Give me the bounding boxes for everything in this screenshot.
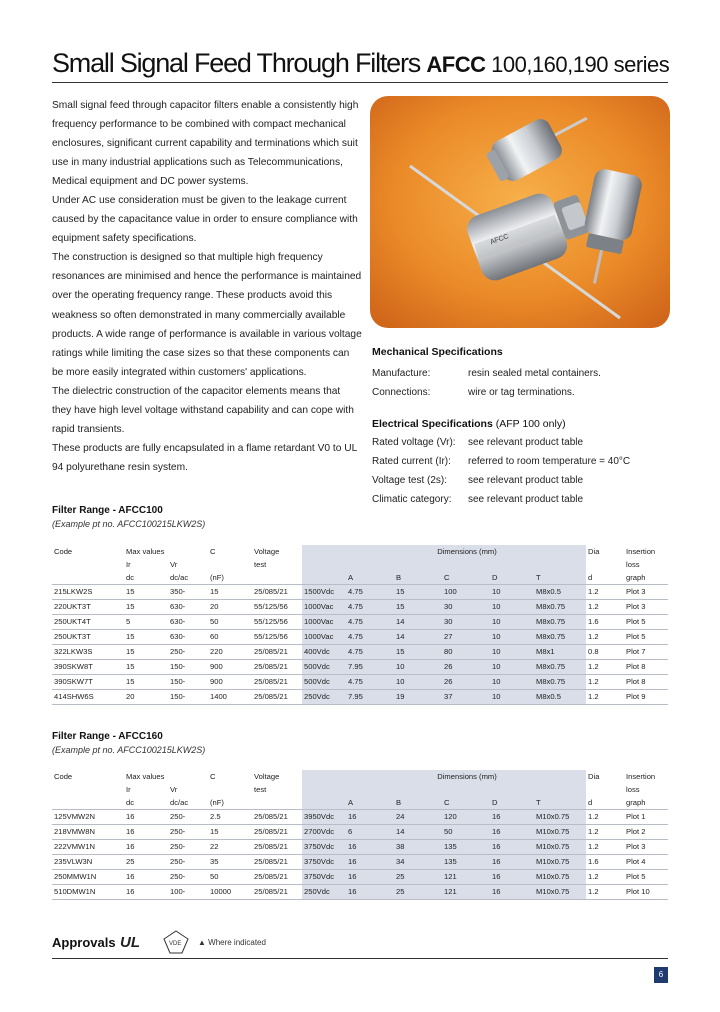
table-cell: 7.95 bbox=[346, 660, 394, 675]
table-cell: 16 bbox=[490, 885, 534, 900]
spec-row bbox=[372, 383, 575, 402]
table-cell: 15 bbox=[394, 645, 442, 660]
table-cell: 15 bbox=[124, 585, 168, 600]
table-cell: 60 bbox=[208, 630, 252, 645]
table-cell: 1.2 bbox=[586, 600, 624, 615]
table-cell: 25/085/21 bbox=[252, 810, 302, 825]
spec-label: Rated voltage (Vr): bbox=[372, 437, 456, 448]
table-row bbox=[52, 630, 668, 645]
th-c: C bbox=[210, 547, 216, 556]
table-cell: 4.75 bbox=[346, 675, 394, 690]
table-cell: 235VLW3N bbox=[52, 855, 124, 870]
table-cell: Plot 2 bbox=[624, 825, 668, 840]
table-cell: 400Vdc bbox=[302, 645, 346, 660]
table-cell: 2.5 bbox=[208, 810, 252, 825]
table-cell: 414SHW6S bbox=[52, 690, 124, 705]
mechanical-specs bbox=[372, 346, 601, 402]
page-title bbox=[52, 48, 692, 79]
table-cell: 16 bbox=[124, 825, 168, 840]
spec-row bbox=[372, 452, 631, 471]
th-voltage: Voltage bbox=[254, 547, 280, 556]
th-b: B bbox=[394, 796, 442, 810]
table-cell: M8x0.75 bbox=[534, 615, 586, 630]
table-cell: 55/125/56 bbox=[252, 600, 302, 615]
table-cell: 121 bbox=[442, 870, 490, 885]
table-cell: Plot 10 bbox=[624, 885, 668, 900]
th-test: test bbox=[254, 560, 267, 569]
th-loss: loss bbox=[626, 785, 640, 794]
vde-icon-text: VDE bbox=[169, 941, 182, 947]
table-cell: 150- bbox=[168, 675, 208, 690]
table-cell: 50 bbox=[442, 825, 490, 840]
table-cell: 35 bbox=[208, 855, 252, 870]
afcc100-body bbox=[52, 545, 668, 705]
th-dia: Dia bbox=[588, 772, 600, 781]
table-cell: 1000Vac bbox=[302, 630, 346, 645]
table-cell: 390SKW7T bbox=[52, 675, 124, 690]
table-cell: 250UKT4T bbox=[52, 615, 124, 630]
spec-row bbox=[372, 490, 584, 509]
table-cell: 630- bbox=[168, 615, 208, 630]
spec-value: resin sealed metal containers. bbox=[468, 368, 601, 379]
th-graph: graph bbox=[626, 573, 646, 582]
table-cell: 2700Vdc bbox=[302, 825, 346, 840]
table-cell: M8x0.5 bbox=[534, 690, 586, 705]
table-row bbox=[52, 825, 668, 840]
table-cell: Plot 8 bbox=[624, 675, 668, 690]
table-cell: 15 bbox=[208, 585, 252, 600]
table-cell: 3950Vdc bbox=[302, 810, 346, 825]
table-cell: 16 bbox=[490, 870, 534, 885]
th-nf: (nF) bbox=[210, 573, 224, 582]
table-cell: 6 bbox=[346, 825, 394, 840]
afcc160-title: Filter Range - AFCC160 bbox=[52, 731, 163, 742]
th-t: T bbox=[534, 796, 586, 810]
table-row bbox=[52, 855, 668, 870]
table-cell: 0.8 bbox=[586, 645, 624, 660]
table-cell: 120 bbox=[442, 810, 490, 825]
table-cell: 4.75 bbox=[346, 600, 394, 615]
th-dimensions: Dimensions (mm) bbox=[346, 545, 586, 558]
spec-label: Connections: bbox=[372, 387, 431, 398]
th-vr: Vr bbox=[170, 560, 178, 569]
spec-value: see relevant product table bbox=[468, 475, 584, 486]
table-cell: Plot 3 bbox=[624, 600, 668, 615]
product-photo-illustration bbox=[370, 96, 670, 328]
intro-paragraph: Small signal feed through capacitor filters enable a consistently high frequency performance to be combined with compact mechanical enclosures, significant current capability and terminations which suit use in many industrial applications such as Telecommunications, Medical equipment and DC power systems. bbox=[52, 100, 359, 188]
table-cell: 25/085/21 bbox=[252, 660, 302, 675]
th-cc: C bbox=[442, 571, 490, 585]
table-cell: 16 bbox=[124, 870, 168, 885]
table-cell: 25 bbox=[124, 855, 168, 870]
table-cell: 250- bbox=[168, 840, 208, 855]
product-photo bbox=[370, 96, 670, 328]
table-cell: 1.2 bbox=[586, 870, 624, 885]
table-cell: M8x0.75 bbox=[534, 630, 586, 645]
table-cell: 22 bbox=[208, 840, 252, 855]
table-cell: 25/085/21 bbox=[252, 855, 302, 870]
svg-text:AFCC: AFCC bbox=[489, 233, 510, 247]
table-cell: M10x0.75 bbox=[534, 810, 586, 825]
table-cell: Plot 3 bbox=[624, 585, 668, 600]
table-cell: 15 bbox=[124, 600, 168, 615]
title-series-code: AFCC bbox=[426, 52, 486, 77]
table-cell: 250UKT3T bbox=[52, 630, 124, 645]
th-loss: loss bbox=[626, 560, 640, 569]
th-dcac: dc/ac bbox=[170, 573, 189, 582]
table-cell: 4.75 bbox=[346, 630, 394, 645]
th-test: test bbox=[254, 785, 267, 794]
table-cell: 25/085/21 bbox=[252, 840, 302, 855]
table-cell: 7.95 bbox=[346, 690, 394, 705]
table-cell: 15 bbox=[394, 600, 442, 615]
table-cell: 350- bbox=[168, 585, 208, 600]
th-t: T bbox=[534, 571, 586, 585]
intro-paragraph: The construction is designed so that multiple high frequency resonances are minimised and hence the performance is maintained over the operating frequency range. These products avoid this weakness so often demonstrated in many commercially available products. A wide range of performance is available in various voltage ratings while limiting the case sizes so that these components can be more easily integrated within customers' applications. bbox=[52, 252, 362, 378]
table-cell: 34 bbox=[394, 855, 442, 870]
table-cell: M8x0.75 bbox=[534, 660, 586, 675]
table-cell: 1.2 bbox=[586, 840, 624, 855]
electrical-heading-text: Electrical Specifications bbox=[372, 418, 493, 430]
table-row bbox=[52, 675, 668, 690]
table-cell: M8x0.75 bbox=[534, 675, 586, 690]
table-cell: 100 bbox=[442, 585, 490, 600]
table-cell: 125VMW2N bbox=[52, 810, 124, 825]
electrical-specs bbox=[372, 418, 631, 509]
table-row bbox=[52, 615, 668, 630]
table-cell: Plot 8 bbox=[624, 660, 668, 675]
table-cell: 80 bbox=[442, 645, 490, 660]
spec-label: Rated current (Ir): bbox=[372, 456, 451, 467]
table-cell: M10x0.75 bbox=[534, 870, 586, 885]
table-cell: 25/085/21 bbox=[252, 885, 302, 900]
table-cell: 250- bbox=[168, 870, 208, 885]
afcc160-body bbox=[52, 770, 668, 900]
table-cell: 30 bbox=[442, 600, 490, 615]
table-cell: 15 bbox=[394, 585, 442, 600]
table-cell: 16 bbox=[490, 840, 534, 855]
table-cell: 250Vdc bbox=[302, 690, 346, 705]
table-cell: 16 bbox=[346, 840, 394, 855]
table-cell: 27 bbox=[442, 630, 490, 645]
th-dcac: dc/ac bbox=[170, 798, 189, 807]
spec-row bbox=[372, 433, 584, 452]
table-cell: 16 bbox=[490, 810, 534, 825]
table-row bbox=[52, 690, 668, 705]
table-cell: 1.2 bbox=[586, 885, 624, 900]
table-cell: 16 bbox=[346, 810, 394, 825]
table-cell: 38 bbox=[394, 840, 442, 855]
table-cell: 10 bbox=[490, 630, 534, 645]
table-cell: 24 bbox=[394, 810, 442, 825]
spec-label: Voltage test (2s): bbox=[372, 475, 448, 486]
table-cell: Plot 1 bbox=[624, 810, 668, 825]
table-cell: 19 bbox=[394, 690, 442, 705]
table-row bbox=[52, 660, 668, 675]
table-cell: 16 bbox=[124, 840, 168, 855]
table-cell: 220UKT3T bbox=[52, 600, 124, 615]
table-cell: M8x1 bbox=[534, 645, 586, 660]
table-cell: 322LKW3S bbox=[52, 645, 124, 660]
table-cell: 1500Vdc bbox=[302, 585, 346, 600]
table-cell: 37 bbox=[442, 690, 490, 705]
table-cell: 1.2 bbox=[586, 810, 624, 825]
th-ir: Ir bbox=[126, 785, 131, 794]
table-cell: 15 bbox=[124, 675, 168, 690]
table-cell: 50 bbox=[208, 870, 252, 885]
afcc100-example: (Example pt no. AFCC100215LKW2S) bbox=[52, 519, 206, 529]
ul-recognized-icon bbox=[118, 930, 144, 954]
table-cell: 900 bbox=[208, 675, 252, 690]
table-cell: 1400 bbox=[208, 690, 252, 705]
table-cell: 1000Vac bbox=[302, 615, 346, 630]
table-cell: 25 bbox=[394, 870, 442, 885]
spec-value: referred to room temperature = 40°C bbox=[468, 456, 631, 467]
vde-icon bbox=[160, 928, 192, 956]
table-cell: 16 bbox=[490, 825, 534, 840]
table-cell: 222VMW1N bbox=[52, 840, 124, 855]
th-b: B bbox=[394, 571, 442, 585]
th-code: Code bbox=[54, 547, 73, 556]
table-cell: 10 bbox=[490, 615, 534, 630]
th-code: Code bbox=[54, 772, 73, 781]
th-dc: dc bbox=[126, 798, 135, 807]
spec-value: see relevant product table bbox=[468, 494, 584, 505]
table-cell: 150- bbox=[168, 660, 208, 675]
table-cell: 121 bbox=[442, 885, 490, 900]
table-cell: 15 bbox=[124, 660, 168, 675]
table-cell: 250- bbox=[168, 825, 208, 840]
th-cc: C bbox=[442, 796, 490, 810]
th-d: D bbox=[490, 571, 534, 585]
table-cell: 135 bbox=[442, 840, 490, 855]
table-cell: M8x0.5 bbox=[534, 585, 586, 600]
table-cell: 10 bbox=[490, 600, 534, 615]
table-row bbox=[52, 840, 668, 855]
table-cell: 3750Vdc bbox=[302, 840, 346, 855]
table-cell: 250- bbox=[168, 645, 208, 660]
th-nf: (nF) bbox=[210, 798, 224, 807]
table-cell: 150- bbox=[168, 690, 208, 705]
table-cell: 25/085/21 bbox=[252, 645, 302, 660]
table-cell: M10x0.75 bbox=[534, 885, 586, 900]
th-a: A bbox=[346, 796, 394, 810]
afcc160-table bbox=[52, 770, 668, 900]
table-cell: 16 bbox=[346, 855, 394, 870]
table-cell: 10 bbox=[490, 585, 534, 600]
table-row bbox=[52, 645, 668, 660]
table-cell: 250MMW1N bbox=[52, 870, 124, 885]
table-cell: 25 bbox=[394, 885, 442, 900]
table-cell: 10 bbox=[394, 675, 442, 690]
intro-paragraph: These products are fully encapsulated in a flame retardant V0 to UL 94 polyurethane resin system. bbox=[52, 442, 357, 473]
table-cell: M10x0.75 bbox=[534, 825, 586, 840]
table-cell: 1.2 bbox=[586, 585, 624, 600]
title-series-numbers: 100,160,190 series bbox=[485, 52, 670, 77]
electrical-heading-note: (AFP 100 only) bbox=[492, 418, 566, 430]
approval-note: ▲ Where indicated bbox=[198, 938, 266, 947]
table-cell: 25/085/21 bbox=[252, 870, 302, 885]
intro-paragraph: Under AC use consideration must be given to the leakage current caused by the capacitance value in order to ensure compliance with equipment safety specifications. bbox=[52, 195, 358, 245]
table-cell: 15 bbox=[124, 630, 168, 645]
table-cell: 500Vdc bbox=[302, 675, 346, 690]
th-insertion: Insertion bbox=[626, 772, 656, 781]
table-cell: 10 bbox=[490, 645, 534, 660]
table-cell: 14 bbox=[394, 615, 442, 630]
table-cell: 100- bbox=[168, 885, 208, 900]
table-cell: 25/085/21 bbox=[252, 825, 302, 840]
table-cell: 3750Vdc bbox=[302, 855, 346, 870]
th-ir: Ir bbox=[126, 560, 131, 569]
title-rule bbox=[52, 82, 668, 83]
afcc100-title: Filter Range - AFCC100 bbox=[52, 505, 163, 516]
table-cell: 1.2 bbox=[586, 690, 624, 705]
spec-row bbox=[372, 364, 601, 383]
th-dsmall: d bbox=[588, 573, 593, 582]
table-cell: 390SKW8T bbox=[52, 660, 124, 675]
table-cell: 16 bbox=[346, 885, 394, 900]
table-cell: 1000Vac bbox=[302, 600, 346, 615]
th-max-values: Max values bbox=[126, 547, 165, 556]
table-cell: Plot 5 bbox=[624, 630, 668, 645]
th-vr: Vr bbox=[170, 785, 178, 794]
table-cell: 25/085/21 bbox=[252, 585, 302, 600]
table-cell: 25/085/21 bbox=[252, 690, 302, 705]
table-cell: 1.2 bbox=[586, 675, 624, 690]
th-dia: Dia bbox=[588, 547, 600, 556]
electrical-heading bbox=[372, 418, 566, 430]
spec-label: Climatic category: bbox=[372, 494, 452, 505]
th-dsmall: d bbox=[588, 798, 593, 807]
table-cell: 16 bbox=[346, 870, 394, 885]
table-cell: 55/125/56 bbox=[252, 630, 302, 645]
table-cell: 500Vdc bbox=[302, 660, 346, 675]
bottom-rule bbox=[52, 958, 668, 959]
page-number: 6 bbox=[654, 967, 668, 983]
table-cell: 215LKW2S bbox=[52, 585, 124, 600]
table-cell: 50 bbox=[208, 615, 252, 630]
table-cell: 5 bbox=[124, 615, 168, 630]
afcc160-example: (Example pt no. AFCC100215LKW2S) bbox=[52, 745, 206, 755]
table-row bbox=[52, 885, 668, 900]
table-cell: 20 bbox=[124, 690, 168, 705]
table-cell: Plot 4 bbox=[624, 855, 668, 870]
table-cell: M10x0.75 bbox=[534, 840, 586, 855]
th-voltage: Voltage bbox=[254, 772, 280, 781]
approvals-label: Approvals bbox=[52, 935, 116, 950]
table-cell: 30 bbox=[442, 615, 490, 630]
th-c: C bbox=[210, 772, 216, 781]
spec-value: see relevant product table bbox=[468, 437, 584, 448]
th-insertion: Insertion bbox=[626, 547, 656, 556]
table-cell: 1.6 bbox=[586, 855, 624, 870]
th-a: A bbox=[346, 571, 394, 585]
table-cell: 900 bbox=[208, 660, 252, 675]
table-cell: 220 bbox=[208, 645, 252, 660]
th-d: D bbox=[490, 796, 534, 810]
table-cell: 16 bbox=[124, 810, 168, 825]
table-cell: Plot 5 bbox=[624, 870, 668, 885]
table-cell: 3750Vdc bbox=[302, 870, 346, 885]
table-cell: 10 bbox=[490, 660, 534, 675]
table-cell: 15 bbox=[124, 645, 168, 660]
title-main: Small Signal Feed Through Filters bbox=[52, 48, 421, 78]
table-row bbox=[52, 600, 668, 615]
table-cell: Plot 7 bbox=[624, 645, 668, 660]
table-cell: 4.75 bbox=[346, 615, 394, 630]
table-cell: 10000 bbox=[208, 885, 252, 900]
table-cell: M8x0.75 bbox=[534, 600, 586, 615]
table-cell: 630- bbox=[168, 600, 208, 615]
table-row bbox=[52, 585, 668, 600]
spec-label: Manufacture: bbox=[372, 368, 431, 379]
table-cell: 510DMW1N bbox=[52, 885, 124, 900]
table-cell: 25/085/21 bbox=[252, 675, 302, 690]
spec-row bbox=[372, 471, 584, 490]
table-cell: Plot 3 bbox=[624, 840, 668, 855]
th-dc: dc bbox=[126, 573, 135, 582]
th-dimensions: Dimensions (mm) bbox=[346, 770, 586, 783]
table-cell: 250- bbox=[168, 810, 208, 825]
table-cell: 20 bbox=[208, 600, 252, 615]
table-cell: 630- bbox=[168, 630, 208, 645]
table-cell: 26 bbox=[442, 675, 490, 690]
table-cell: 10 bbox=[490, 690, 534, 705]
table-cell: M10x0.75 bbox=[534, 855, 586, 870]
table-cell: 16 bbox=[124, 885, 168, 900]
intro-paragraph: The dielectric construction of the capacitor elements means that they have high level voltage withstand capability and can cope with rapid transients. bbox=[52, 385, 354, 435]
th-max-values: Max values bbox=[126, 772, 165, 781]
th-graph: graph bbox=[626, 798, 646, 807]
table-cell: 4.75 bbox=[346, 645, 394, 660]
table-cell: 14 bbox=[394, 825, 442, 840]
table-cell: 4.75 bbox=[346, 585, 394, 600]
ul-icon-text: UL bbox=[120, 934, 140, 951]
afcc100-table bbox=[52, 545, 668, 705]
table-cell: 135 bbox=[442, 855, 490, 870]
table-cell: 1.2 bbox=[586, 825, 624, 840]
table-cell: 218VMW8N bbox=[52, 825, 124, 840]
table-cell: Plot 9 bbox=[624, 690, 668, 705]
table-row bbox=[52, 870, 668, 885]
table-cell: 26 bbox=[442, 660, 490, 675]
table-cell: 16 bbox=[490, 855, 534, 870]
table-cell: 250Vdc bbox=[302, 885, 346, 900]
table-cell: 1.2 bbox=[586, 630, 624, 645]
table-cell: 10 bbox=[394, 660, 442, 675]
mechanical-heading: Mechanical Specifications bbox=[372, 346, 503, 358]
table-cell: 14 bbox=[394, 630, 442, 645]
intro-text bbox=[52, 96, 362, 477]
table-row bbox=[52, 810, 668, 825]
table-cell: Plot 5 bbox=[624, 615, 668, 630]
table-cell: 55/125/56 bbox=[252, 615, 302, 630]
spec-value: wire or tag terminations. bbox=[468, 387, 575, 398]
table-cell: 1.2 bbox=[586, 660, 624, 675]
table-cell: 10 bbox=[490, 675, 534, 690]
table-cell: 1.6 bbox=[586, 615, 624, 630]
table-cell: 250- bbox=[168, 855, 208, 870]
table-cell: 15 bbox=[208, 825, 252, 840]
